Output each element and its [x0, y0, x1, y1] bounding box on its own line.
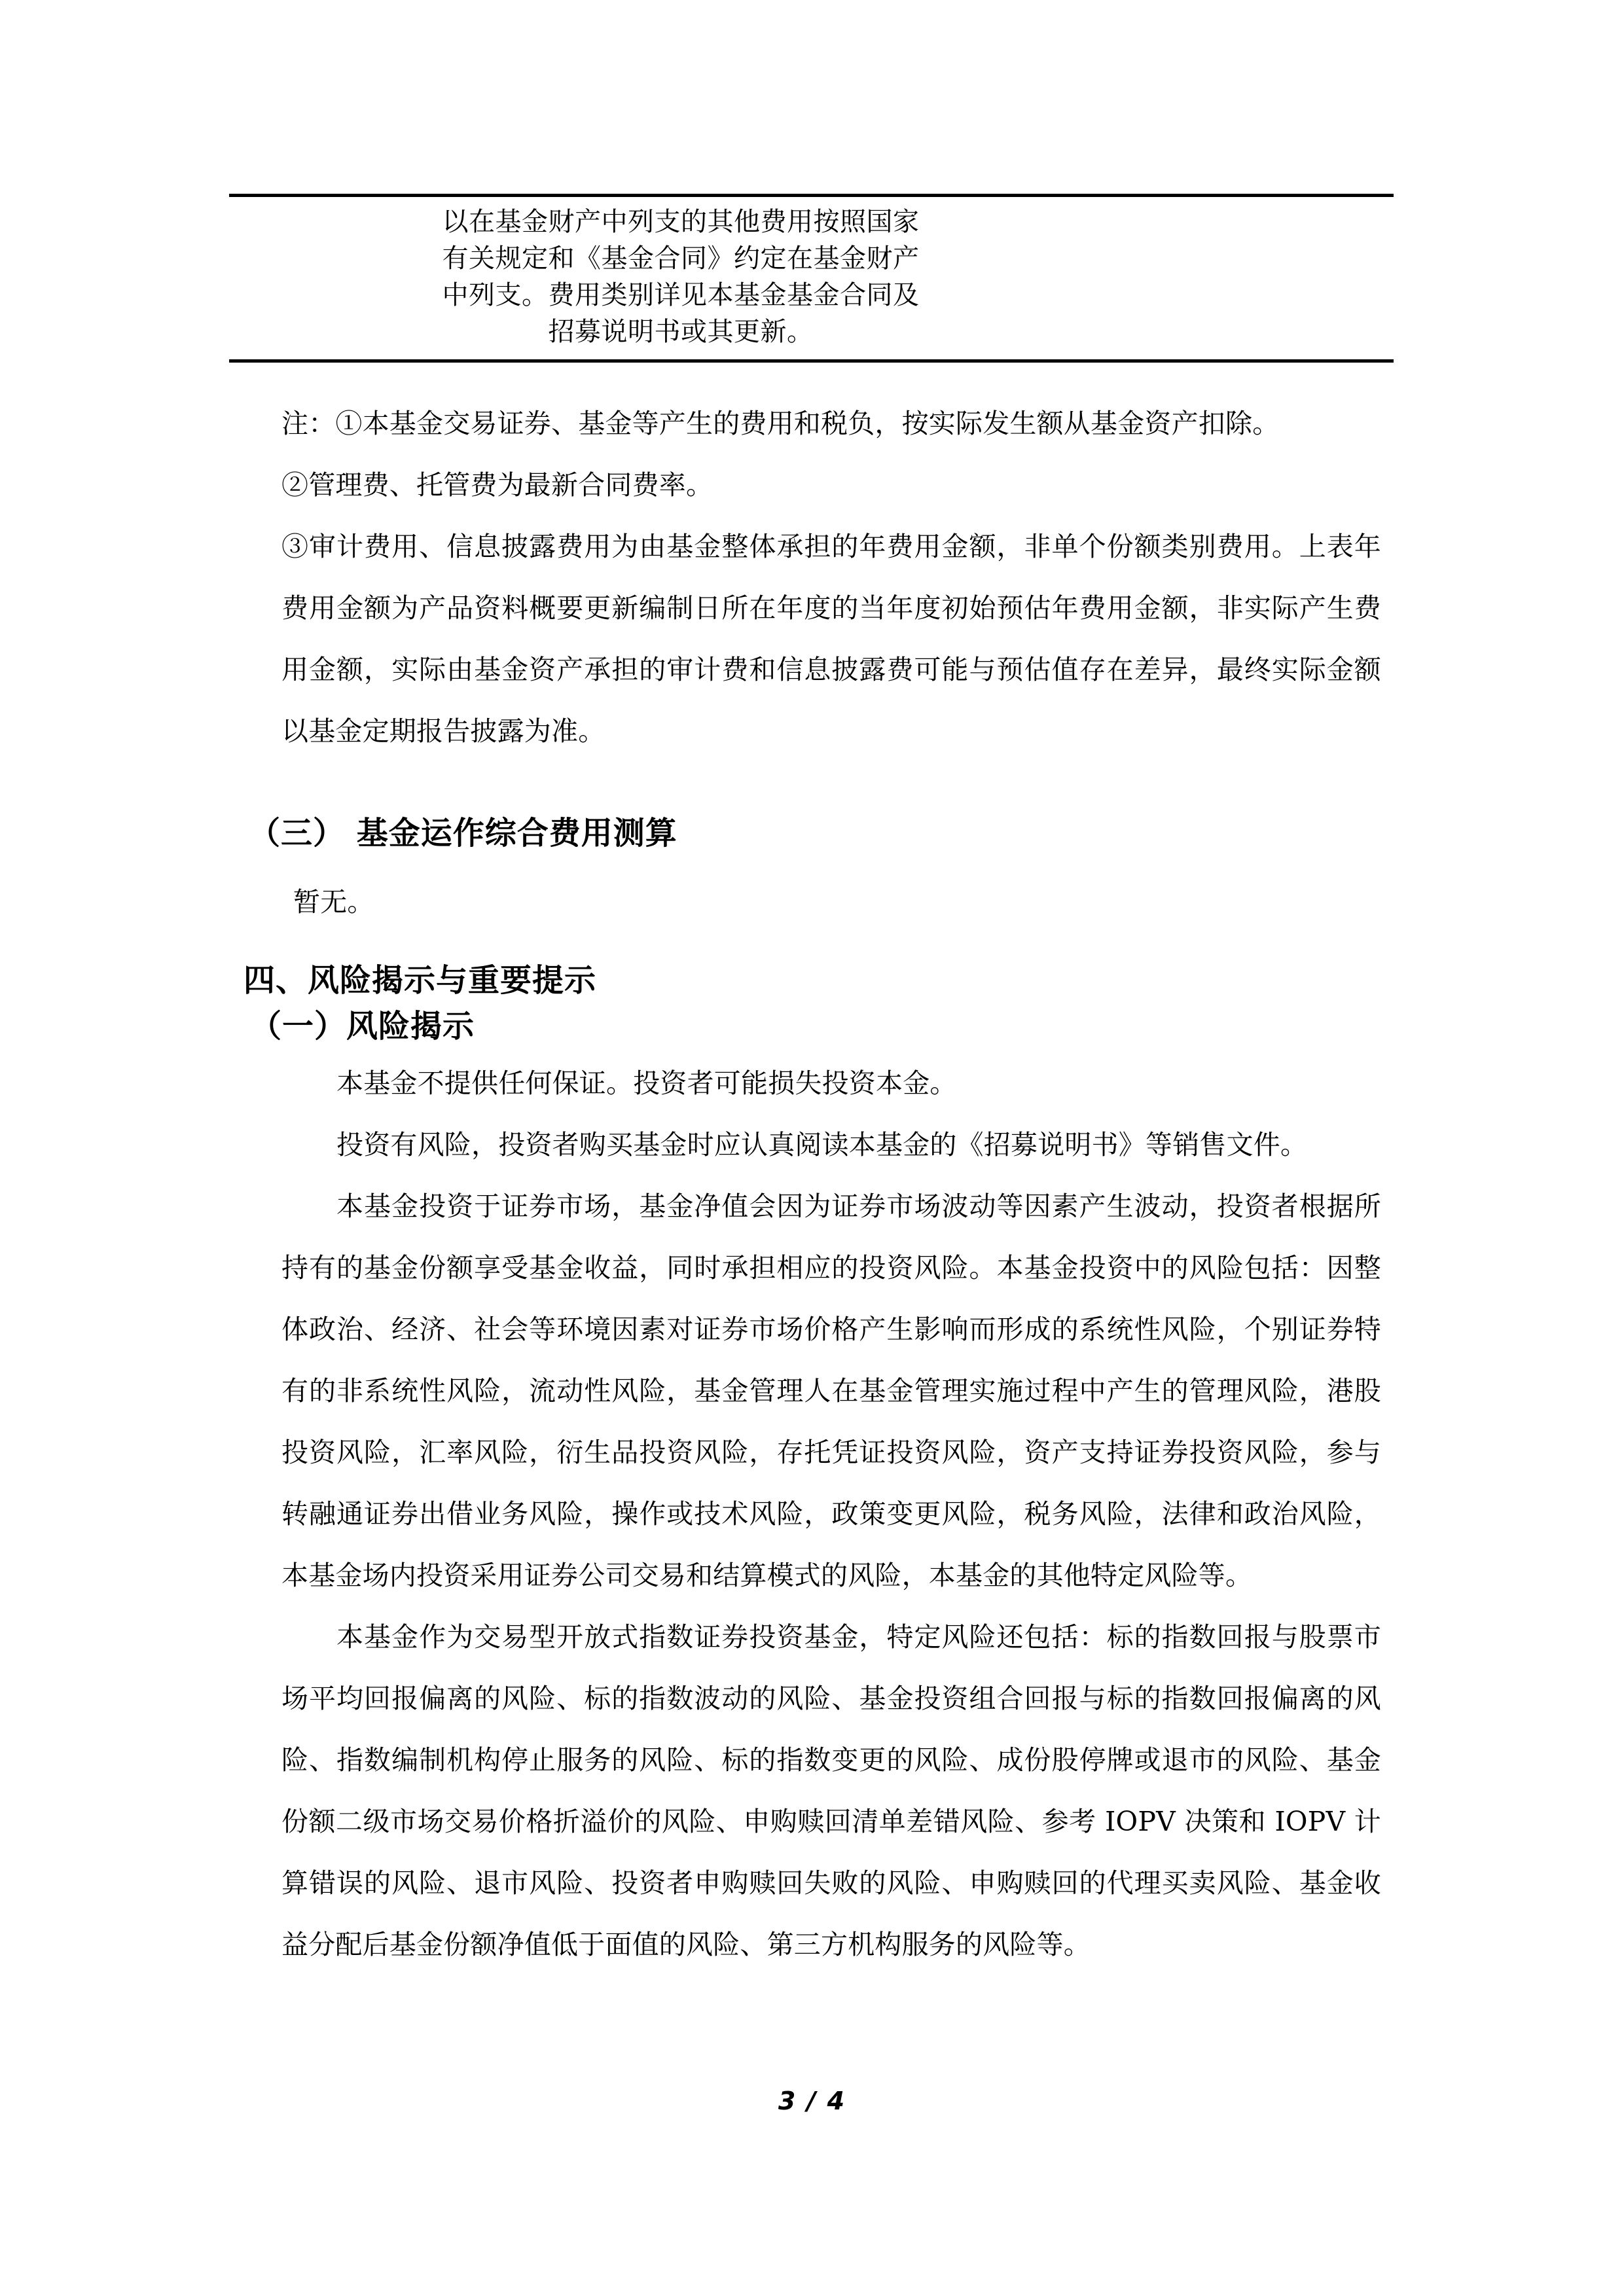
- risk-paragraph-2: 投资有风险，投资者购买基金时应认真阅读本基金的《招募说明书》等销售文件。: [336, 1129, 1308, 1160]
- note-item-1: [281, 393, 1381, 454]
- heading-section-four: 四、风险揭示与重要提示: [244, 962, 597, 999]
- risk-disclosure-body: [281, 1052, 1381, 1975]
- note-item-2: ②管理费、托管费为最新合同费率。: [281, 469, 713, 501]
- table-row: [229, 196, 1394, 361]
- risk-paragraph-4: 本基金作为交易型开放式指数证券投资基金，特定风险还包括：标的指数回报与股票市场平均回报偏离的风险、标的指数波动的风险、基金投资组合回报与标的指数回报偏离的风险、指数编制机构停止服务的风险、标的指数变更的风险、成份股停牌或退市的风险、基金份额二级市场交易价格折溢价的风险、申购赎回清单差错风险、参考 IOPV 决策和 IOPV 计算错误的风险、退市风险、投资者申购赎回失败的风险、申购赎回的代理买卖风险、基金收益分配后基金份额净值低于面值的风险、第三方机构服务的风险等。: [281, 1621, 1381, 1960]
- risk-paragraph-3: 本基金投资于证券市场，基金净值会因为证券市场波动等因素产生波动，投资者根据所持有的基金份额享受基金收益，同时承担相应的投资风险。本基金投资中的风险包括：因整体政治、经济、社会等环境因素对证券市场价格产生影响而形成的系统性风险，个别证券特有的非系统性风险，流动性风险，基金管理人在基金管理实施过程中产生的管理风险，港股投资风险，汇率风险，衍生品投资风险，存托凭证投资风险，资产支持证券投资风险，参与转融通证券出借业务风险，操作或技术风险，政策变更风险，税务风险，法律和政治风险，本基金场内投资采用证券公司交易和结算模式的风险，本基金的其他特定风险等。: [281, 1191, 1381, 1591]
- table-notes: [281, 393, 1381, 762]
- page-number: 3 / 4: [778, 2087, 846, 2115]
- section-three-body: 暂无。: [293, 886, 374, 918]
- notes-prefix: 注：: [281, 408, 336, 439]
- heading-section-four-one: （一）风险揭示: [250, 1008, 475, 1045]
- fee-table: [229, 194, 1394, 363]
- fee-cell-text: 以在基金财产中列支的其他费用按照国家有关规定和《基金合同》约定在基金财产中列支。费用类别详见本基金基金合同及招募说明书或其更新。: [442, 207, 920, 347]
- fee-table-continued: [229, 194, 1394, 363]
- heading-section-three: （三） 基金运作综合费用测算: [249, 815, 677, 852]
- table-cell-other-fees: [229, 196, 1394, 361]
- risk-paragraph-1: 本基金不提供任何保证。投资者可能损失投资本金。: [336, 1067, 957, 1099]
- note-item-3: ③审计费用、信息披露费用为由基金整体承担的年费用金额，非单个份额类别费用。上表年费用金额为产品资料概要更新编制日所在年度的当年度初始预估年费用金额，非实际产生费用金额，实际由基金资产承担的审计费和信息披露费可能与预估值存在差异，最终实际金额以基金定期报告披露为准。: [281, 531, 1381, 747]
- note-item-1-text: ①本基金交易证券、基金等产生的费用和税负，按实际发生额从基金资产扣除。: [335, 408, 1280, 439]
